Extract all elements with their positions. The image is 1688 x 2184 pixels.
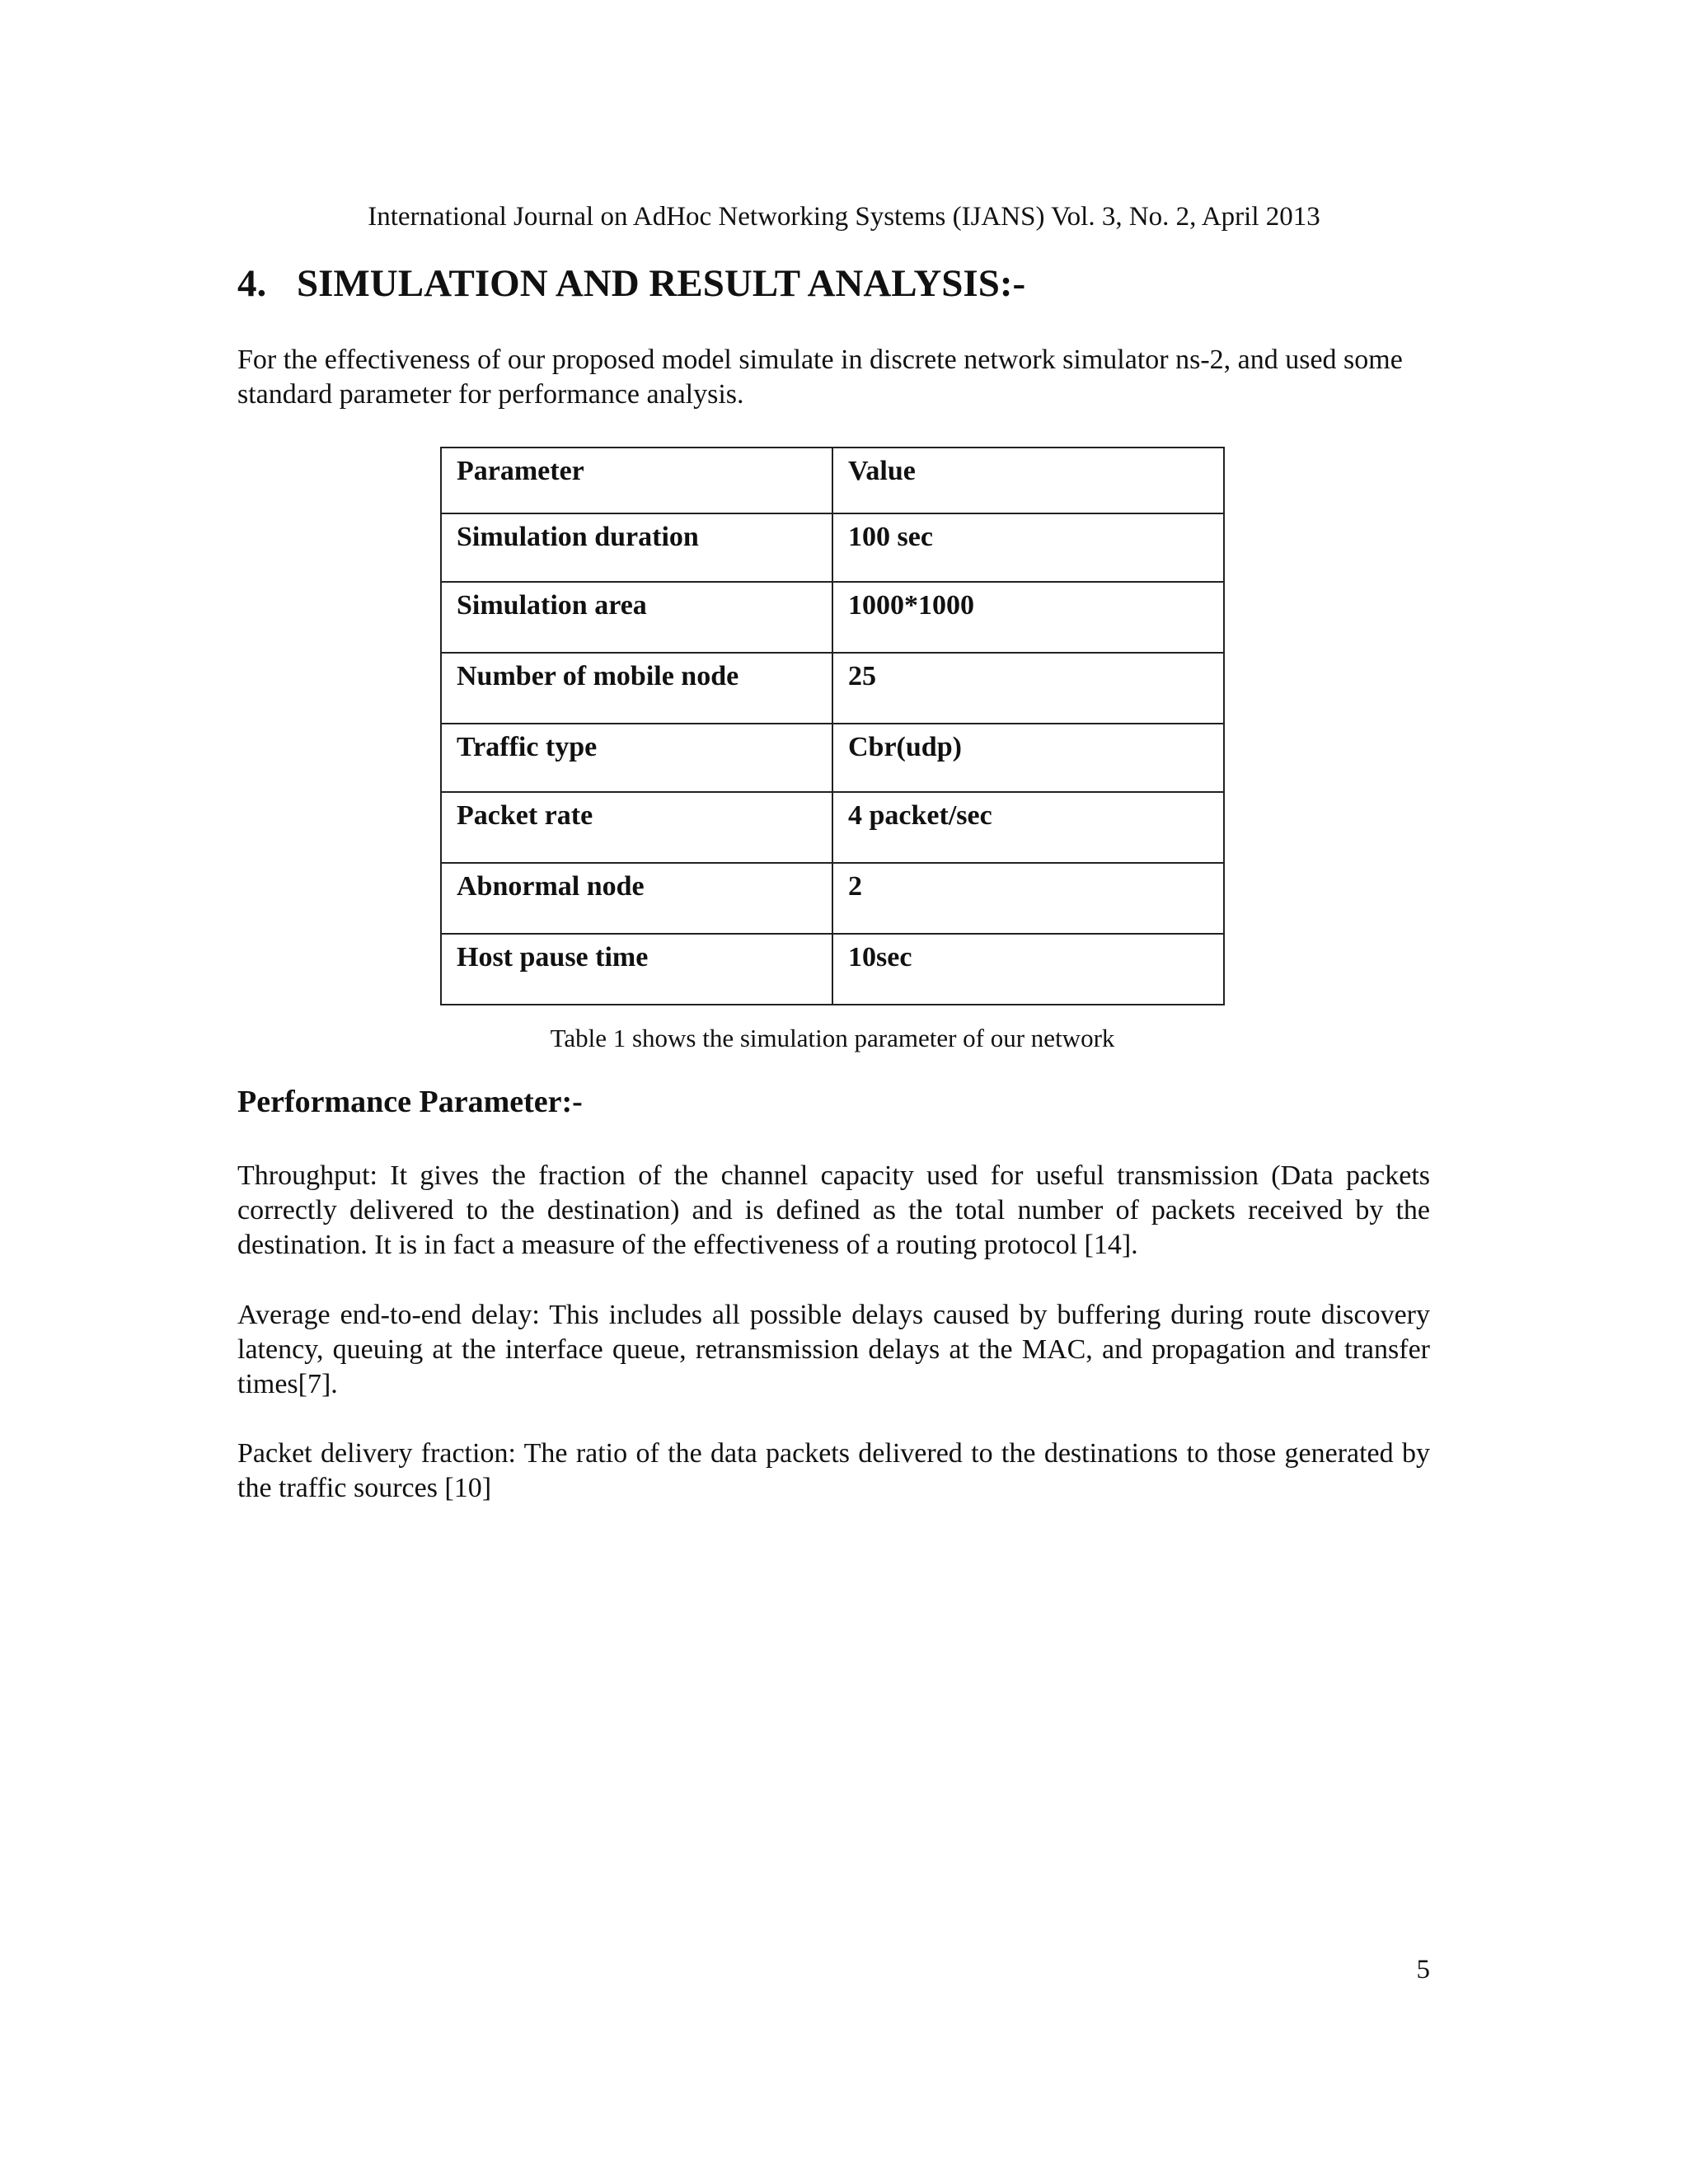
table-header-value: Value — [832, 448, 1224, 513]
throughput-paragraph: Throughput: It gives the fraction of the channel capacity used for useful transmission (Data packets correctly delivered to the destination) and is defined as the total number of packets received by the destination. It is in fact a measure of the effectiveness of a routing protocol [14]. — [237, 1160, 1430, 1260]
table-cell-parameter: Abnormal node — [441, 863, 832, 934]
table-cell-value: 1000*1000 — [832, 582, 1224, 653]
table-row — [441, 513, 1224, 582]
table-cell-value: Cbr(udp) — [832, 724, 1224, 792]
table-header-parameter: Parameter — [441, 448, 832, 513]
section-title: SIMULATION AND RESULT ANALYSIS:- — [297, 262, 1026, 305]
table-row — [441, 582, 1224, 653]
delay-paragraph: Average end-to-end delay: This includes all possible delays caused by buffering during route discovery latency, queuing at the interface queue, retransmission delays at the MAC, and propagation and transfer times[7]. — [237, 1300, 1430, 1399]
page-number: 5 — [1416, 1955, 1430, 1985]
intro-paragraph: For the effectiveness of our proposed model simulate in discrete network simulator ns-2, and used some standard parameter for performance analysis. — [237, 344, 1403, 410]
table-caption: Table 1 shows the simulation parameter of our network — [550, 1024, 1115, 1052]
section-number: 4. — [237, 262, 267, 305]
delivery-fraction-paragraph: Packet delivery fraction: The ratio of the data packets delivered to the destinations to those generated by the traffic sources [10] — [237, 1438, 1430, 1503]
journal-header: International Journal on AdHoc Networking Systems (IJANS) Vol. 3, No. 2, April 2013 — [368, 202, 1320, 232]
table-cell-value: 100 sec — [832, 513, 1224, 582]
table-row — [441, 653, 1224, 724]
table-cell-value: 25 — [832, 653, 1224, 724]
section-heading — [237, 260, 1025, 307]
table-cell-value: 4 packet/sec — [832, 792, 1224, 863]
table-cell-parameter: Host pause time — [441, 934, 832, 1005]
performance-heading: Performance Parameter:- — [237, 1085, 583, 1119]
table-cell-parameter: Simulation duration — [441, 513, 832, 582]
table-cell-value: 10sec — [832, 934, 1224, 1005]
table-cell-parameter: Packet rate — [441, 792, 832, 863]
table-row — [441, 934, 1224, 1005]
simulation-parameter-table — [440, 447, 1225, 1005]
table-row — [441, 863, 1224, 934]
table-cell-parameter: Traffic type — [441, 724, 832, 792]
table-row — [441, 724, 1224, 792]
table-row — [441, 792, 1224, 863]
table-cell-parameter: Number of mobile node — [441, 653, 832, 724]
table-cell-parameter: Simulation area — [441, 582, 832, 653]
table-header-row — [441, 448, 1224, 513]
table-cell-value: 2 — [832, 863, 1224, 934]
